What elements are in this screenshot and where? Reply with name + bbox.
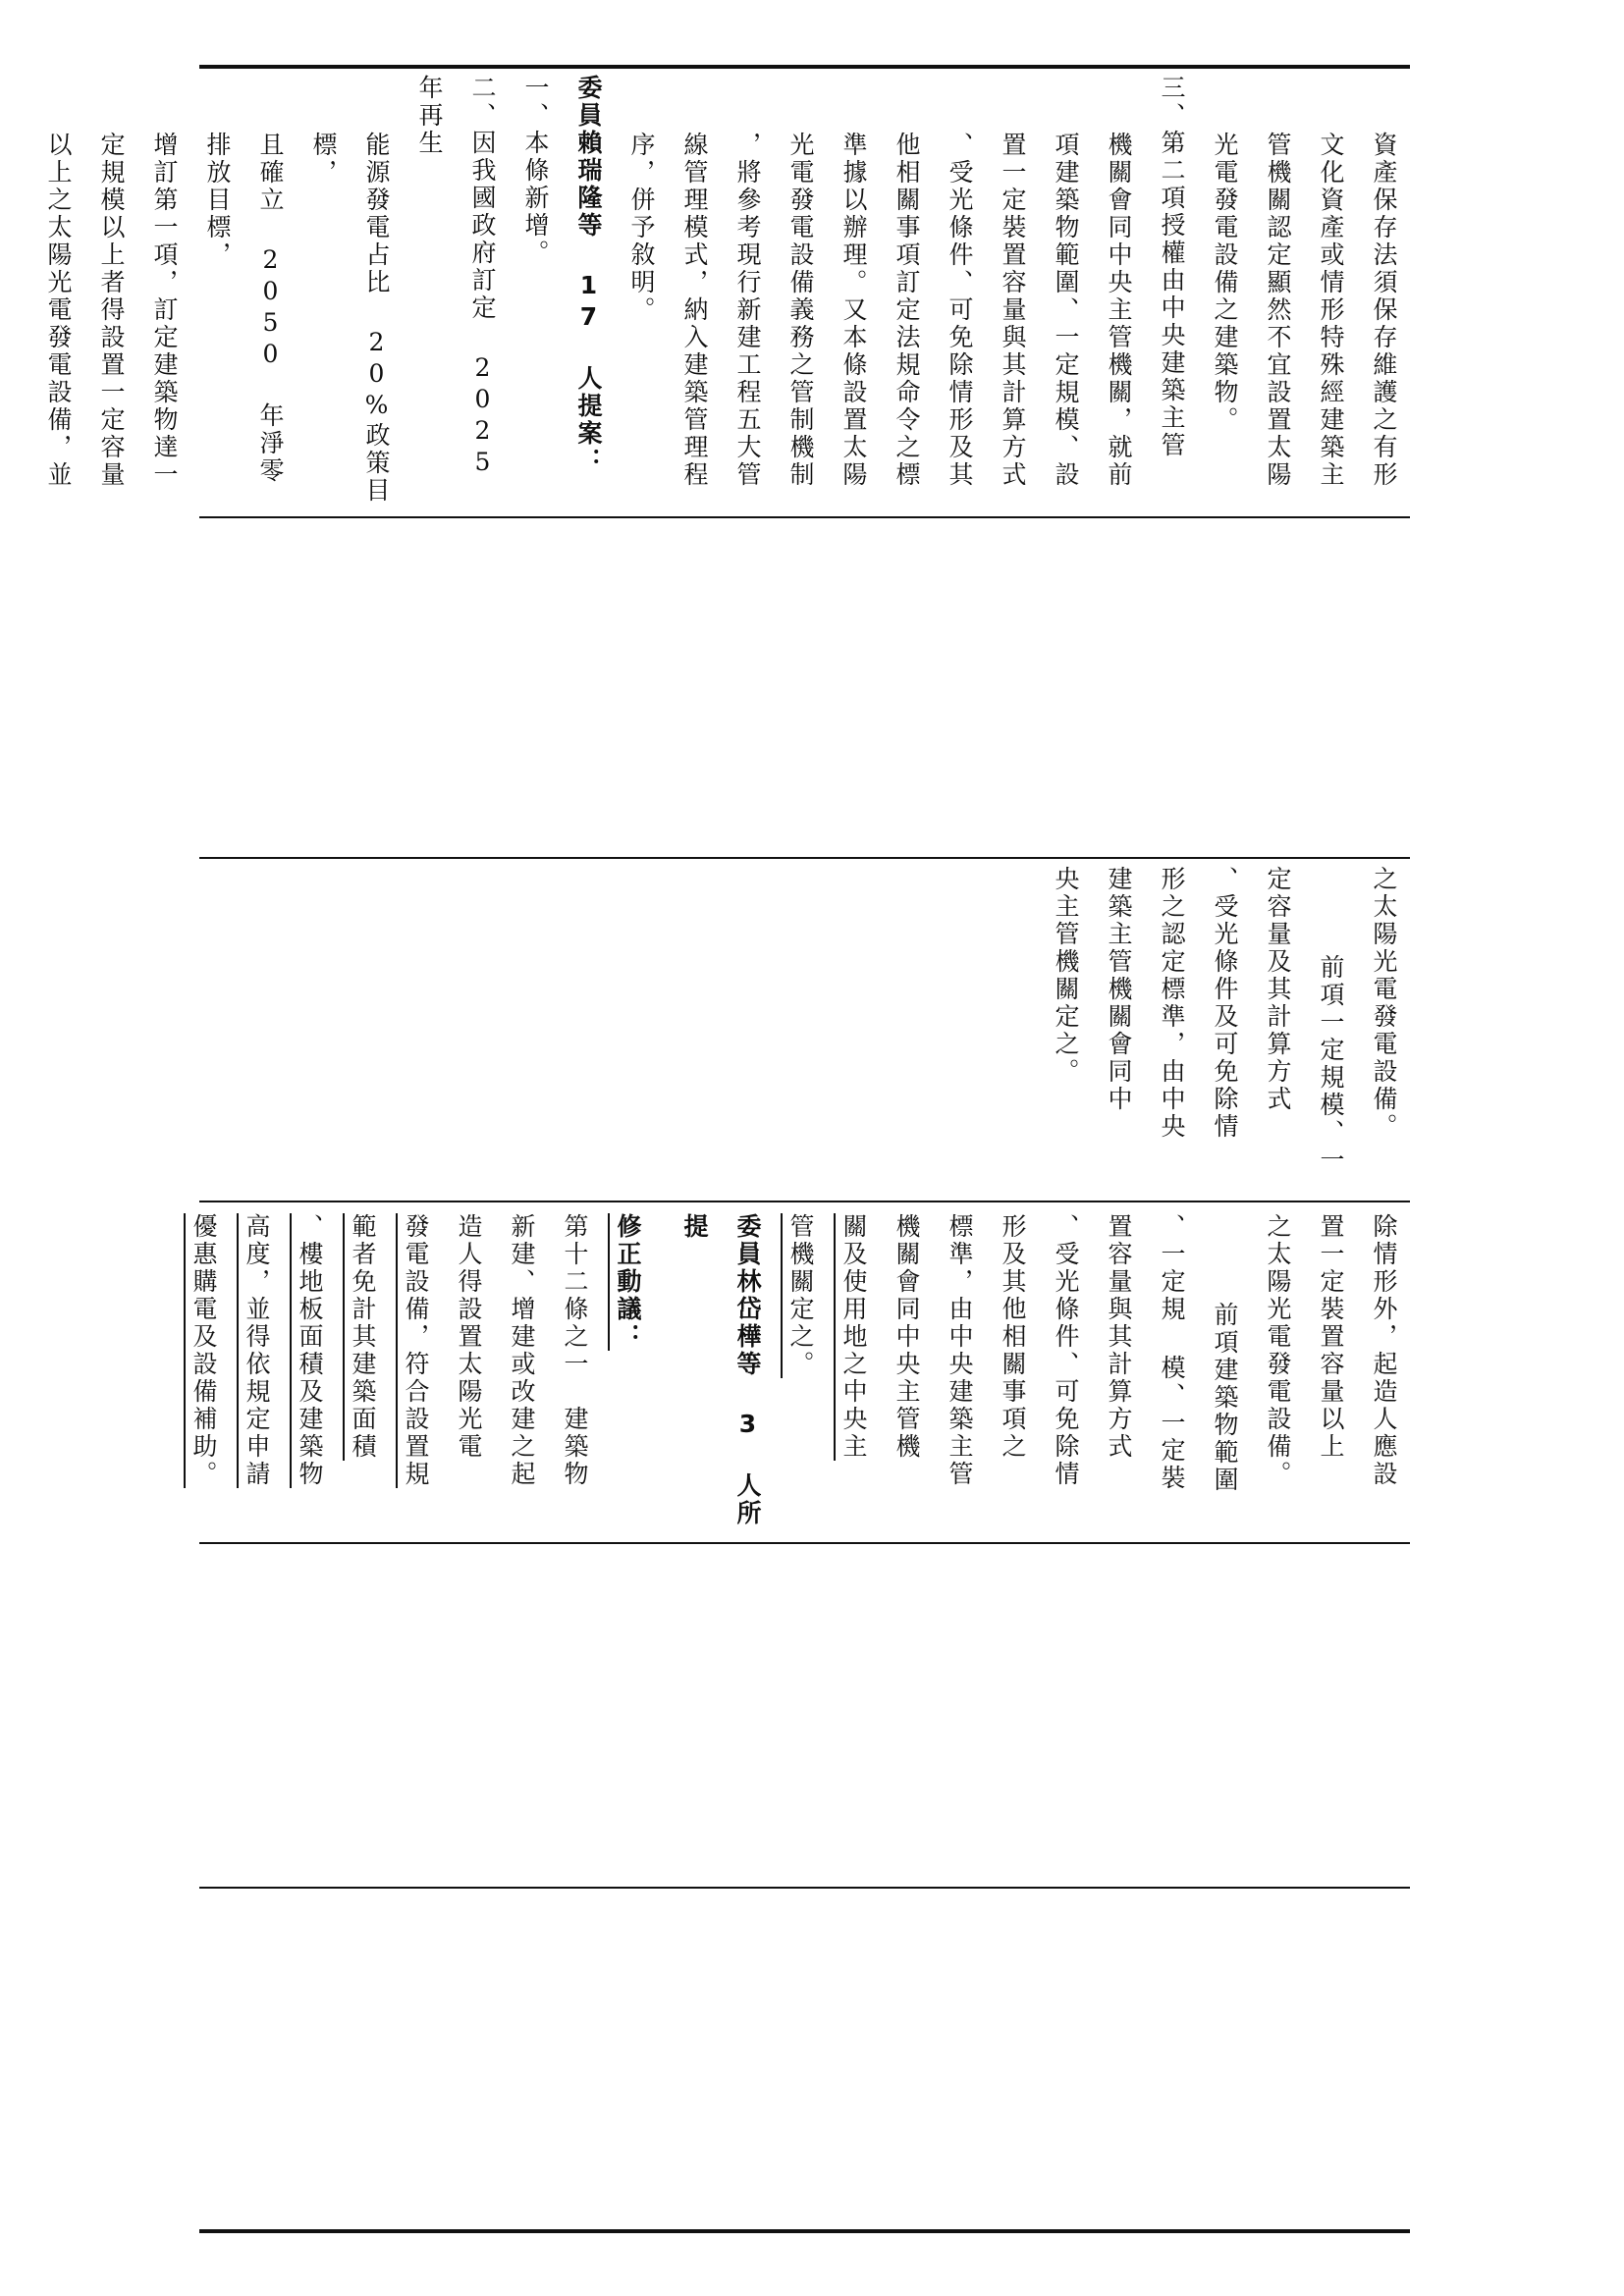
text-line: 、受光條件及可免除情 <box>1211 866 1239 1141</box>
text-line: 、受光條件、可免除情 <box>1052 1213 1080 1488</box>
text-line: 形及其他相關事項之 <box>999 1213 1027 1461</box>
row-divider <box>199 1542 1410 1544</box>
text-line: 能源發電占比 20%政策目標， <box>309 132 391 505</box>
table-border-top <box>199 65 1410 69</box>
text-line: 管機關認定顯然不宜設置太陽 <box>1264 132 1292 489</box>
text-line: 前項一定規模、一 <box>1317 954 1345 1174</box>
text-line: 一、本條新增。 <box>521 75 550 267</box>
text-line: 除情形外，起造人應設 <box>1370 1213 1398 1488</box>
text-line: 第十二條之一 建築物 <box>561 1213 589 1488</box>
row-divider <box>199 1201 1410 1202</box>
row-divider <box>199 857 1410 859</box>
text-line: 光電發電設備義務之管制機制 <box>786 132 815 489</box>
text-line: 光電發電設備之建築物。 <box>1211 132 1239 434</box>
text-line: 之太陽光電發電設備。 <box>1264 1213 1292 1488</box>
text-line: 標準，由中央建築主管 <box>946 1213 974 1488</box>
text-line: 形之認定標準，由中央 <box>1158 866 1186 1141</box>
amendment-text-cell <box>189 1213 1410 1537</box>
text-line: 二、因我國政府訂定 2025 年再生 <box>415 75 497 479</box>
text-line: 之太陽光電發電設備。 <box>1370 866 1398 1141</box>
text-line: 造人得設置太陽光電 <box>455 1213 483 1461</box>
text-line: 定容量及其計算方式 <box>1264 866 1292 1113</box>
row-divider <box>199 1887 1410 1889</box>
table-border-bottom <box>199 2229 1410 2233</box>
text-line: 置容量與其計算方式 <box>1105 1213 1133 1461</box>
text-line: 增訂第一項，訂定建築物達一 <box>150 132 179 489</box>
text-line: 且確立 2050 年淨零排放目標， <box>203 132 285 485</box>
text-line: 文化資產或情形特殊經建築主 <box>1317 132 1345 489</box>
text-line: 建築主管機關會同中 <box>1105 866 1133 1113</box>
text-line: 三、第二項授權由中央建築主管 <box>1158 75 1186 459</box>
text-line: 定規模以上者得設置一定容量 <box>97 132 126 489</box>
text-line: 資產保存法須保存維護之有形 <box>1370 132 1398 489</box>
text-line: 關及使用地之中央主 <box>839 1213 868 1461</box>
text-line: 前項建築物範圍 <box>1211 1302 1239 1494</box>
motion-heading: 修正動議： <box>614 1213 642 1351</box>
text-line: 高度，並得依規定申請 <box>243 1213 271 1488</box>
text-line: 置一定裝置容量與其計算方式 <box>999 132 1027 489</box>
text-line: 置一定裝置容量以上 <box>1317 1213 1345 1461</box>
explanation-cell <box>44 75 1410 507</box>
proposal-heading: 委員賴瑞隆等 17 人提案： <box>574 75 603 475</box>
text-line: 準據以辦理。又本條設置太陽 <box>839 132 868 489</box>
text-line: 、一定規 模、一定裝 <box>1158 1213 1186 1492</box>
text-line: 新建、增建或改建之起 <box>508 1213 536 1488</box>
text-line: 優惠購電及設備補助。 <box>189 1213 218 1488</box>
text-line: 、樓地板面積及建築物 <box>296 1213 324 1488</box>
text-line: 以上之太陽光電發電設備，並 <box>44 132 73 489</box>
text-line: ，將參考現行新建工程五大管 <box>733 132 762 489</box>
text-line: 項建築物範圍、一定規模、設 <box>1052 132 1080 489</box>
text-line: 發電設備，符合設置規 <box>402 1213 430 1488</box>
text-line: 範者免計其建築面積 <box>349 1213 377 1461</box>
text-line: 管機關定之。 <box>786 1213 815 1378</box>
text-line: 機關會同中央主管機 <box>893 1213 921 1461</box>
text-line: 央主管機關定之。 <box>1052 866 1080 1086</box>
text-line: 線管理模式，納入建築管理程 <box>680 132 709 489</box>
row-divider <box>199 516 1410 518</box>
text-line: 、受光條件、可免除情形及其 <box>946 132 974 489</box>
text-line: 序，併予敘明。 <box>627 132 656 324</box>
article-text-cell <box>199 866 1410 1190</box>
text-line: 機關會同中央主管機關，就前 <box>1105 132 1133 489</box>
proposal-heading: 委員林岱樺等 3 人所提 <box>680 1213 762 1527</box>
text-line: 他相關事項訂定法規命令之標 <box>893 132 921 489</box>
